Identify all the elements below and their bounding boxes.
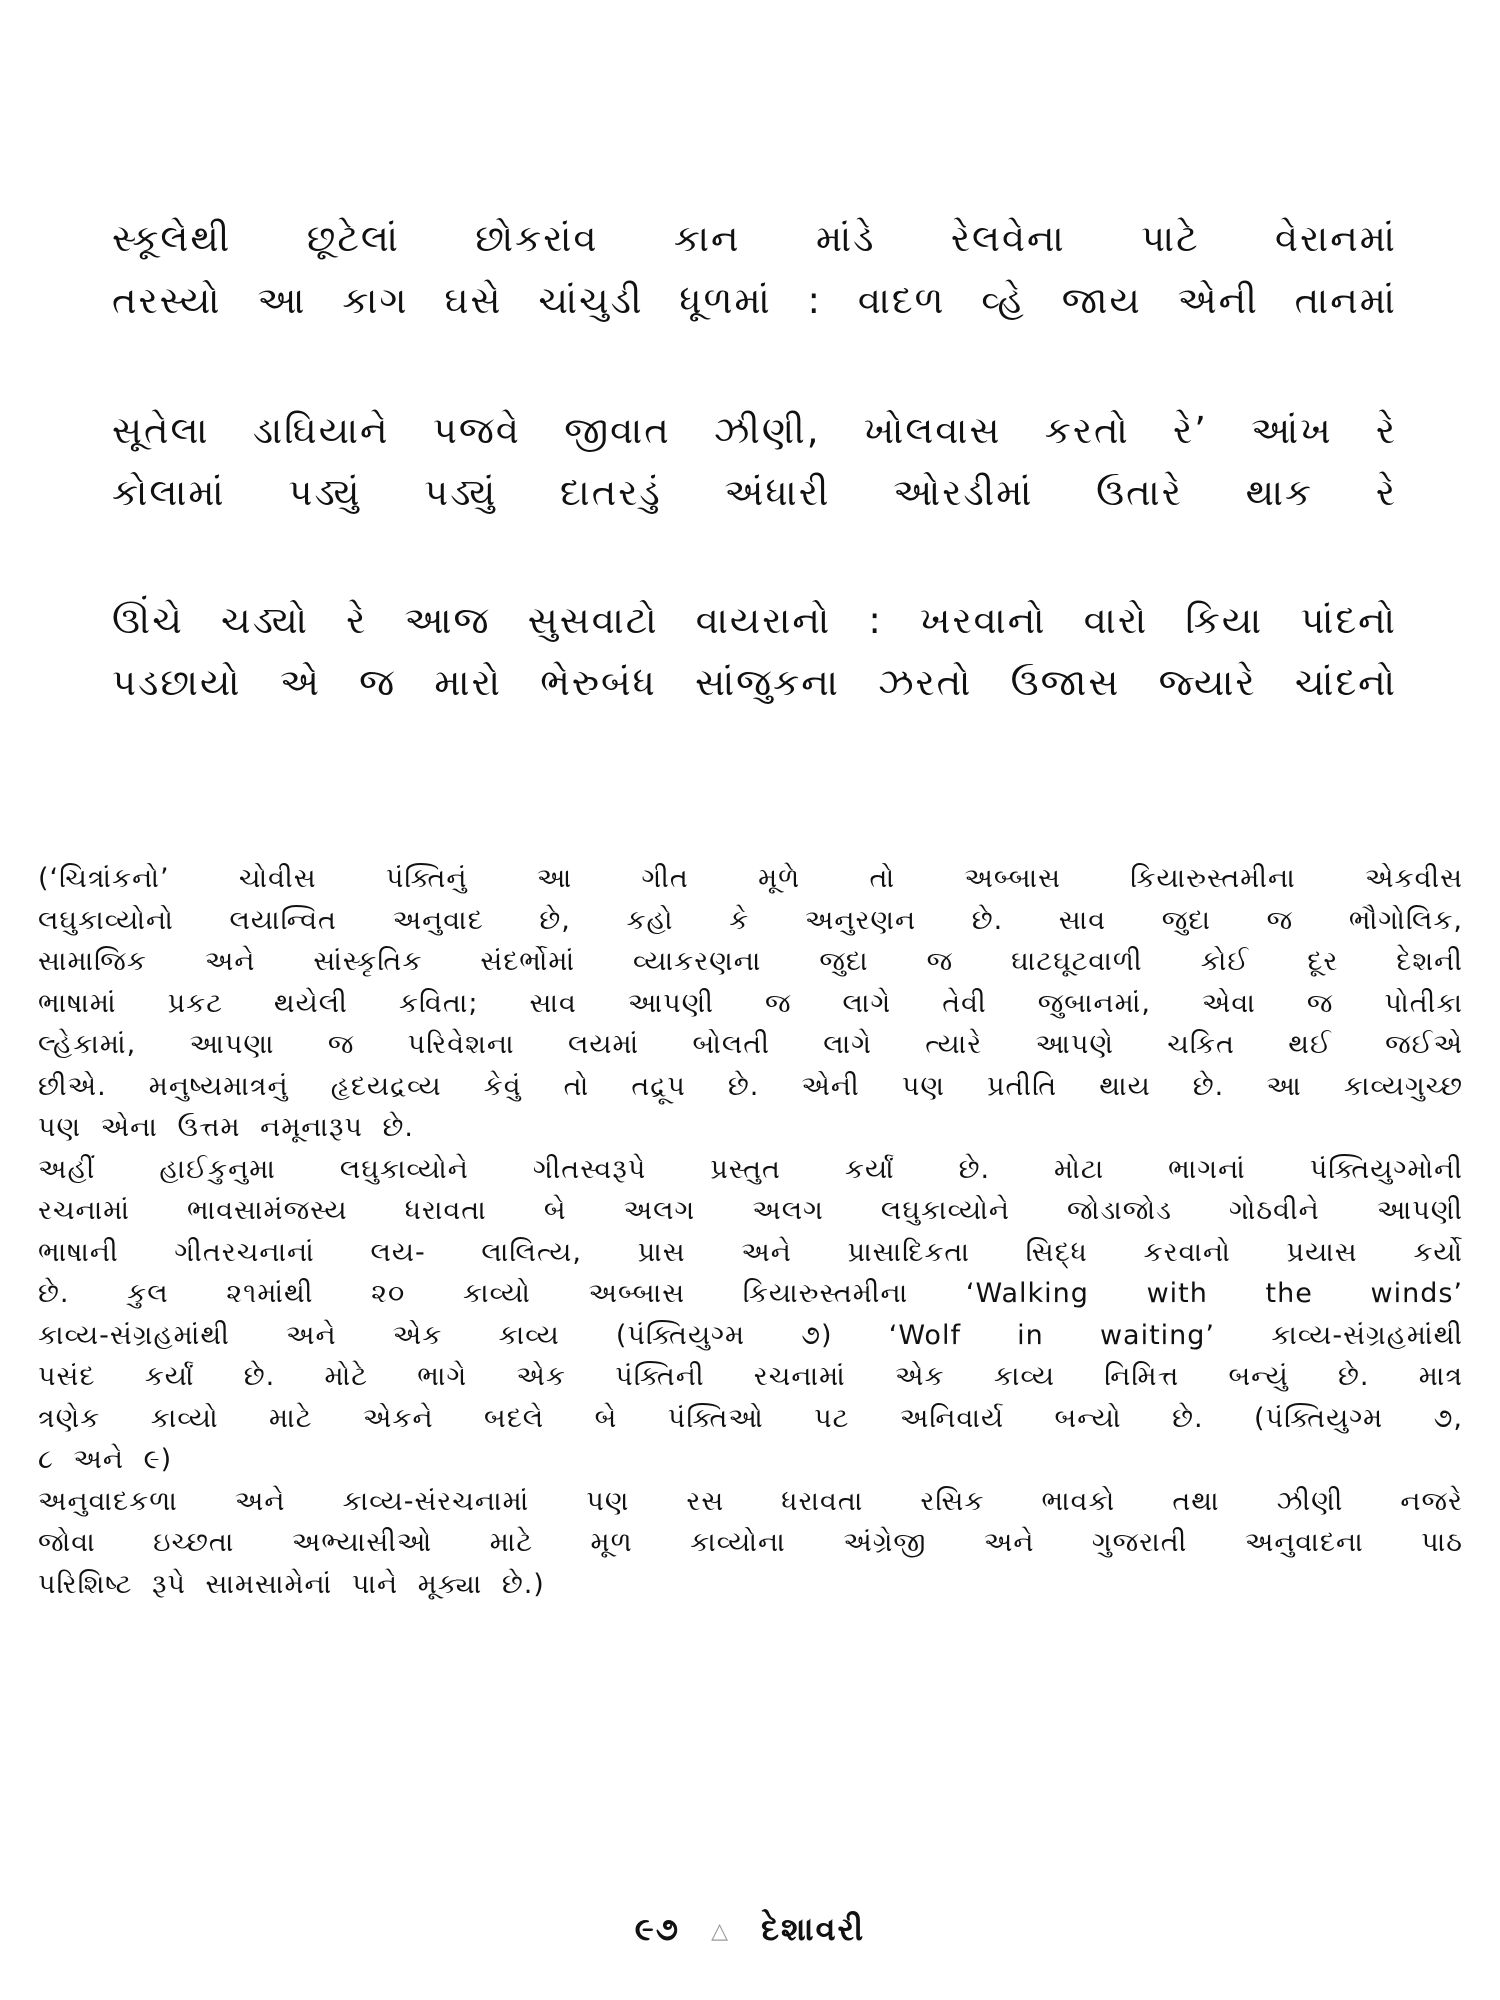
poem-line: સૂતેલા ડાઘિયાને પજવે જીવાત ઝીણી, ખોલવાસ કરતો રે’ આંખ રે: [112, 409, 1397, 452]
poem-line: પડછાયો એ જ મારો ભેરુબંધ સાંજુકના ઝરતો ઉજાસ જ્યારે ચાંદનો: [112, 661, 1397, 704]
note-line: કાવ્ય-સંગ્રહમાંથી અને એક કાવ્ય (પંક્તિયુગ્મ ૭) ‘Wolf in waiting’ કાવ્ય-સંગ્રહમાંથી: [38, 1319, 1463, 1351]
note-line: પરિશિષ્ટ રૂપે સામસામેનાં પાને મૂક્યા છે.): [38, 1568, 545, 1600]
note-line: (‘ચિત્રાંકનો’ ચોવીસ પંક્તિનું આ ગીત મૂળે તો અબ્બાસ કિયારુસ્તમીના એકવીસ: [38, 863, 1463, 894]
poem-stanza-1: [112, 208, 1397, 332]
note-line: પણ એના ઉત્તમ નમૂનારૂપ છે.: [38, 1112, 414, 1143]
ornament-icon: △: [711, 1918, 731, 1944]
page-number: ૯૭: [634, 1910, 680, 1948]
note-line: છે. કુલ ૨૧માંથી ૨૦ કાવ્યો અબ્બાસ કિયારુસ્તમીના ‘Walking with the winds’: [38, 1278, 1463, 1309]
note-line: ૮ અને ૯): [38, 1444, 173, 1475]
poem-line: તરસ્યો આ કાગ ઘસે ચાંચુડી ધૂળમાં : વાદળ વ્હે જાય એની તાનમાં: [112, 279, 1397, 322]
poem-line: કોલામાં પડ્યું પડ્યું દાતરડું અંધારી ઓરડીમાં ઉતારે થાક રે: [112, 471, 1397, 514]
page-footer: [0, 1910, 1500, 1949]
note-line: અનુવાદકળા અને કાવ્ય-સંરચનામાં પણ રસ ધરાવતા રસિક ભાવકો તથા ઝીણી નજરે: [38, 1485, 1463, 1517]
note-line: લઘુકાવ્યોનો લયાન્વિત અનુવાદ છે, કહો કે અનુરણન છે. સાવ જુદા જ ભૌગોલિક,: [38, 904, 1463, 936]
poem-stanza-2: [112, 400, 1397, 524]
book-title: દેશાવરી: [761, 1910, 866, 1948]
note-line: ભાષાની ગીતરચનાનાં લય- લાલિત્ય, પ્રાસ અને પ્રાસાદિકતા સિદ્ધ કરવાનો પ્રયાસ કર્યો: [38, 1236, 1463, 1268]
poem-line: સ્કૂલેથી છૂટેલાં છોકરાંવ કાન માંડે રેલવેના પાટે વેરાનમાં: [112, 217, 1397, 260]
note-line: પસંદ કર્યાં છે. મોટે ભાગે એક પંક્તિની રચનામાં એક કાવ્ય નિમિત્ત બન્યું છે. માત્ર: [38, 1361, 1463, 1392]
note-line: સામાજિક અને સાંસ્કૃતિક સંદર્ભોમાં વ્યાકરણના જુદા જ ઘાટઘૂટવાળી કોઈ દૂર દેશની: [38, 946, 1463, 977]
poem-stanza-3: [112, 590, 1397, 714]
note-line: જોવા ઇચ્છતા અભ્યાસીઓ માટે મૂળ કાવ્યોના અંગ્રેજી અને ગુજરાતી અનુવાદના પાઠ: [38, 1527, 1463, 1558]
note-line: છીએ. મનુષ્યમાત્રનું હૃદયદ્રવ્ય કેવું તો તદ્રૂપ છે. એની પણ પ્રતીતિ થાય છે. આ કાવ્યગુચ્છ: [38, 1070, 1463, 1102]
note-line: ત્રણેક કાવ્યો માટે એકને બદલે બે પંક્તિઓ પટ અનિવાર્ય બન્યો છે. (પંક્તિયુગ્મ ૭,: [38, 1402, 1463, 1434]
translator-note: [38, 858, 1463, 1605]
poem-line: ઊંચે ચડ્યો રે આજ સુસવાટો વાયરાનો : ખરવાનો વારો કિયા પાંદનો: [112, 599, 1397, 642]
note-line: અહીં હાઈકુનુમા લઘુકાવ્યોને ગીતસ્વરૂપે પ્રસ્તુત કર્યાં છે. મોટા ભાગનાં પંક્તિયુગ્મોની: [38, 1153, 1463, 1185]
note-line: ભાષામાં પ્રકટ થયેલી કવિતા; સાવ આપણી જ લાગે તેવી જુબાનમાં, એવા જ પોતીકા: [38, 987, 1463, 1019]
note-line: લ્હેકામાં, આપણા જ પરિવેશના લયમાં બોલતી લાગે ત્યારે આપણે ચકિત થઈ જઈએ: [38, 1029, 1463, 1060]
note-line: રચનામાં ભાવસામંજસ્ય ધરાવતા બે અલગ અલગ લઘુકાવ્યોને જોડાજોડ ગોઠવીને આપણી: [38, 1195, 1463, 1226]
